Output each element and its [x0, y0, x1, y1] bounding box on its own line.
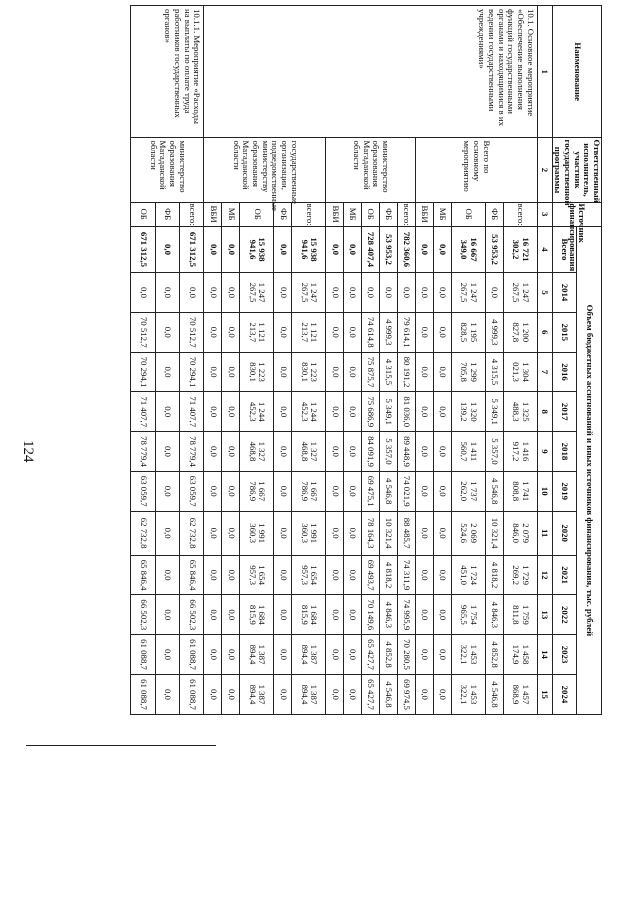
- value-cell: 1 244 452,3: [292, 392, 326, 432]
- value-cell: 0,0: [274, 471, 292, 511]
- source-cell: МБ: [433, 202, 451, 226]
- source-cell: ОБ: [362, 202, 380, 226]
- source-cell: ОБ: [451, 202, 485, 226]
- value-cell: 4 315,5: [379, 352, 397, 392]
- column-number: 7: [537, 352, 552, 392]
- value-cell: 4 546,8: [485, 674, 503, 714]
- total-cell: 15 938 941,6: [240, 226, 274, 272]
- value-cell: 74 995,9: [397, 595, 415, 635]
- value-cell: 1 737 262,0: [451, 471, 485, 511]
- value-cell: 0,0: [179, 273, 203, 313]
- total-cell: 671 312,5: [130, 226, 155, 272]
- value-cell: 0,0: [326, 555, 344, 595]
- value-cell: 4 818,2: [379, 555, 397, 595]
- value-cell: 0,0: [204, 273, 222, 313]
- value-cell: 0,0: [344, 555, 362, 595]
- value-cell: 62 732,8: [130, 511, 155, 555]
- value-cell: 1 244 452,3: [240, 392, 274, 432]
- column-number: 14: [537, 635, 552, 675]
- value-cell: 0,0: [274, 352, 292, 392]
- executor-cell: государственные организации, подведомственные министерству образования Магаданской области: [204, 138, 326, 202]
- value-cell: 5 349,1: [379, 392, 397, 432]
- value-cell: 1 223 830,1: [240, 352, 274, 392]
- table-row: [503, 6, 537, 715]
- value-cell: 80 191,2: [397, 352, 415, 392]
- value-cell: 0,0: [155, 312, 179, 352]
- value-cell: 1 247 267,5: [240, 273, 274, 313]
- value-cell: 1 247 267,5: [503, 273, 537, 313]
- value-cell: 4 818,2: [485, 555, 503, 595]
- value-cell: 0,0: [433, 471, 451, 511]
- value-cell: 4 846,3: [485, 595, 503, 635]
- value-cell: 0,0: [222, 471, 240, 511]
- value-cell: 0,0: [155, 555, 179, 595]
- value-cell: 70 149,6: [362, 595, 380, 635]
- source-cell: МБ: [222, 202, 240, 226]
- value-cell: 0,0: [326, 432, 344, 472]
- source-cell: ФБ: [485, 202, 503, 226]
- value-cell: 0,0: [433, 392, 451, 432]
- value-cell: 0,0: [344, 674, 362, 714]
- value-cell: 0,0: [415, 511, 433, 555]
- value-cell: 70 512,7: [179, 312, 203, 352]
- value-cell: 71 407,7: [179, 392, 203, 432]
- value-cell: 84 091,9: [362, 432, 380, 472]
- source-cell: ВБИ: [204, 202, 222, 226]
- value-cell: 65 427,7: [362, 674, 380, 714]
- value-cell: 61 088,7: [179, 674, 203, 714]
- executor-cell: министерство образования Магаданской области: [326, 138, 415, 202]
- total-cell: 671 312,5: [179, 226, 203, 272]
- executor-cell: Всего по основному мероприятию: [415, 138, 537, 202]
- value-cell: 4 846,3: [379, 595, 397, 635]
- column-number: 11: [537, 511, 552, 555]
- value-cell: 66 502,3: [179, 595, 203, 635]
- value-cell: 0,0: [326, 312, 344, 352]
- value-cell: 1 327 468,8: [292, 432, 326, 472]
- value-cell: 0,0: [344, 273, 362, 313]
- value-cell: 66 502,3: [130, 595, 155, 635]
- source-cell: всего:: [503, 202, 537, 226]
- value-cell: 0,0: [415, 352, 433, 392]
- value-cell: 74 311,9: [397, 555, 415, 595]
- value-cell: 0,0: [415, 273, 433, 313]
- total-cell: 728 407,4: [362, 226, 380, 272]
- value-cell: 65 427,7: [362, 635, 380, 675]
- value-cell: 0,0: [326, 392, 344, 432]
- source-cell: ФБ: [379, 202, 397, 226]
- value-cell: 1 741 808,8: [503, 471, 537, 511]
- value-cell: 5 349,1: [485, 392, 503, 432]
- value-cell: 1 453 322,1: [451, 674, 485, 714]
- value-cell: 5 357,0: [379, 432, 397, 472]
- value-cell: 78 779,4: [179, 432, 203, 472]
- value-cell: 69 475,1: [362, 471, 380, 511]
- source-cell: ОБ: [130, 202, 155, 226]
- value-cell: 0,0: [344, 471, 362, 511]
- value-cell: 70 280,5: [397, 635, 415, 675]
- column-number: 13: [537, 595, 552, 635]
- column-number: 10: [537, 471, 552, 511]
- value-cell: 0,0: [274, 432, 292, 472]
- page-number: 124: [20, 440, 36, 463]
- value-cell: 1 387 894,4: [240, 635, 274, 675]
- value-cell: 0,0: [155, 432, 179, 472]
- value-cell: 0,0: [222, 392, 240, 432]
- column-number: 12: [537, 555, 552, 595]
- value-cell: 0,0: [274, 555, 292, 595]
- total-cell: 0,0: [433, 226, 451, 272]
- value-cell: 0,0: [274, 635, 292, 675]
- value-cell: 1 195 828,5: [451, 312, 485, 352]
- value-cell: 0,0: [204, 635, 222, 675]
- value-cell: 1 654 957,3: [240, 555, 274, 595]
- header-year: 2024: [552, 674, 577, 714]
- source-cell: всего:: [397, 202, 415, 226]
- value-cell: 4 852,8: [379, 635, 397, 675]
- value-cell: 0,0: [222, 432, 240, 472]
- value-cell: 1 121 213,7: [292, 312, 326, 352]
- header-year: 2021: [552, 555, 577, 595]
- header-year: 2019: [552, 471, 577, 511]
- total-cell: 0,0: [326, 226, 344, 272]
- header-volume-caption: Объем бюджетных ассигнований и иных источников финансирования, тыс. рублей: [577, 226, 602, 714]
- value-cell: 1 304 021,3: [503, 352, 537, 392]
- column-number: 3: [537, 202, 552, 226]
- value-cell: 4 315,5: [485, 352, 503, 392]
- value-cell: 74 614,8: [362, 312, 380, 352]
- value-cell: 4 999,3: [485, 312, 503, 352]
- value-cell: 0,0: [326, 595, 344, 635]
- total-cell: 0,0: [204, 226, 222, 272]
- column-number: 8: [537, 392, 552, 432]
- value-cell: 1 387 894,4: [292, 635, 326, 675]
- value-cell: 88 485,7: [397, 511, 415, 555]
- value-cell: 61 088,7: [130, 635, 155, 675]
- value-cell: 70 512,7: [130, 312, 155, 352]
- value-cell: 1 991 360,3: [292, 511, 326, 555]
- value-cell: 74 021,9: [397, 471, 415, 511]
- total-cell: 16 721 302,2: [503, 226, 537, 272]
- total-cell: 0,0: [344, 226, 362, 272]
- source-cell: всего:: [179, 202, 203, 226]
- value-cell: 0,0: [344, 312, 362, 352]
- rotated-table-wrapper: [138, 5, 602, 715]
- value-cell: 0,0: [204, 471, 222, 511]
- value-cell: 10 321,4: [485, 511, 503, 555]
- value-cell: 63 059,7: [179, 471, 203, 511]
- value-cell: 0,0: [344, 595, 362, 635]
- value-cell: 70 294,1: [130, 352, 155, 392]
- value-cell: 0,0: [415, 595, 433, 635]
- value-cell: 0,0: [155, 595, 179, 635]
- value-cell: 1 223 830,1: [292, 352, 326, 392]
- value-cell: 1 759 811,8: [503, 595, 537, 635]
- value-cell: 1 457 868,9: [503, 674, 537, 714]
- value-cell: 69 974,5: [397, 674, 415, 714]
- value-cell: 1 458 174,9: [503, 635, 537, 675]
- value-cell: 0,0: [155, 635, 179, 675]
- value-cell: 0,0: [204, 312, 222, 352]
- value-cell: 2 079 846,0: [503, 511, 537, 555]
- value-cell: 0,0: [485, 273, 503, 313]
- value-cell: 0,0: [415, 312, 433, 352]
- value-cell: 1 729 269,2: [503, 555, 537, 595]
- value-cell: 81 036,0: [397, 392, 415, 432]
- value-cell: 4 999,3: [379, 312, 397, 352]
- value-cell: 63 059,7: [130, 471, 155, 511]
- value-cell: 0,0: [326, 273, 344, 313]
- activity-name: 10.1.1. Мероприятие «Расходы на выплаты по оплате труда работников государственных органов»: [130, 6, 203, 138]
- value-cell: 75 686,9: [362, 392, 380, 432]
- value-cell: 0,0: [274, 273, 292, 313]
- header-year: 2017: [552, 392, 577, 432]
- value-cell: 0,0: [415, 432, 433, 472]
- value-cell: 5 357,0: [485, 432, 503, 472]
- source-cell: ФБ: [155, 202, 179, 226]
- value-cell: 0,0: [222, 595, 240, 635]
- value-cell: 1 327 468,8: [240, 432, 274, 472]
- value-cell: 0,0: [155, 674, 179, 714]
- column-number: 1: [537, 6, 552, 138]
- value-cell: 4 546,8: [485, 471, 503, 511]
- value-cell: 1 387 894,4: [292, 674, 326, 714]
- header-year: 2020: [552, 511, 577, 555]
- value-cell: 0,0: [415, 674, 433, 714]
- header-year: 2016: [552, 352, 577, 392]
- value-cell: 1 754 965,5: [451, 595, 485, 635]
- value-cell: 4 546,8: [379, 471, 397, 511]
- value-cell: 10 321,4: [379, 511, 397, 555]
- header-year: 2018: [552, 432, 577, 472]
- value-cell: 0,0: [204, 674, 222, 714]
- value-cell: 0,0: [204, 392, 222, 432]
- value-cell: 0,0: [204, 595, 222, 635]
- column-number: 15: [537, 674, 552, 714]
- value-cell: 1 247 267,5: [451, 273, 485, 313]
- total-cell: 0,0: [222, 226, 240, 272]
- value-cell: 0,0: [397, 273, 415, 313]
- value-cell: 0,0: [274, 674, 292, 714]
- value-cell: 0,0: [130, 273, 155, 313]
- value-cell: 0,0: [379, 273, 397, 313]
- footnote-divider: [26, 745, 216, 746]
- value-cell: 1 299 705,8: [451, 352, 485, 392]
- value-cell: 75 875,7: [362, 352, 380, 392]
- value-cell: 0,0: [155, 273, 179, 313]
- value-cell: 0,0: [344, 432, 362, 472]
- value-cell: 0,0: [222, 352, 240, 392]
- column-number: 6: [537, 312, 552, 352]
- value-cell: 0,0: [433, 595, 451, 635]
- total-cell: 0,0: [415, 226, 433, 272]
- value-cell: 0,0: [274, 511, 292, 555]
- column-number: 2: [537, 138, 552, 202]
- value-cell: 65 846,4: [179, 555, 203, 595]
- value-cell: 65 846,4: [130, 555, 155, 595]
- value-cell: 0,0: [155, 352, 179, 392]
- value-cell: 0,0: [344, 392, 362, 432]
- value-cell: 1 654 957,3: [292, 555, 326, 595]
- column-number: 4: [537, 226, 552, 272]
- value-cell: 61 088,7: [179, 635, 203, 675]
- value-cell: 0,0: [222, 312, 240, 352]
- header-year: 2023: [552, 635, 577, 675]
- table-row: [179, 6, 203, 715]
- value-cell: 1 684 815,9: [292, 595, 326, 635]
- value-cell: 1 325 488,3: [503, 392, 537, 432]
- value-cell: 0,0: [274, 312, 292, 352]
- value-cell: 1 453 322,1: [451, 635, 485, 675]
- value-cell: 0,0: [326, 635, 344, 675]
- value-cell: 0,0: [326, 352, 344, 392]
- value-cell: 1 724 451,0: [451, 555, 485, 595]
- source-cell: ВБИ: [326, 202, 344, 226]
- value-cell: 0,0: [433, 273, 451, 313]
- value-cell: 0,0: [415, 471, 433, 511]
- value-cell: 1 667 786,9: [292, 471, 326, 511]
- value-cell: 78 164,3: [362, 511, 380, 555]
- value-cell: 4 852,8: [485, 635, 503, 675]
- value-cell: 0,0: [155, 511, 179, 555]
- value-cell: 4 546,8: [379, 674, 397, 714]
- value-cell: 1 320 139,2: [451, 392, 485, 432]
- source-cell: МБ: [344, 202, 362, 226]
- total-cell: 0,0: [274, 226, 292, 272]
- value-cell: 0,0: [415, 392, 433, 432]
- column-number: 9: [537, 432, 552, 472]
- value-cell: 0,0: [222, 555, 240, 595]
- value-cell: 2 069 524,6: [451, 511, 485, 555]
- header-executor: Ответственный исполнитель, участник государственной программы: [553, 139, 602, 206]
- value-cell: 0,0: [274, 392, 292, 432]
- header-year: 2015: [552, 312, 577, 352]
- value-cell: 0,0: [204, 511, 222, 555]
- total-cell: 782 360,6: [397, 226, 415, 272]
- value-cell: 0,0: [222, 511, 240, 555]
- value-cell: 1 991 360,3: [240, 511, 274, 555]
- value-cell: 0,0: [344, 511, 362, 555]
- header-name: Наименование: [552, 6, 601, 138]
- source-cell: ВБИ: [415, 202, 433, 226]
- value-cell: 0,0: [415, 555, 433, 595]
- financing-table: [130, 5, 602, 715]
- source-cell: всего:: [292, 202, 326, 226]
- value-cell: 1 411 560,7: [451, 432, 485, 472]
- value-cell: 0,0: [433, 312, 451, 352]
- value-cell: 0,0: [204, 432, 222, 472]
- value-cell: 0,0: [326, 674, 344, 714]
- value-cell: 0,0: [222, 273, 240, 313]
- value-cell: 0,0: [274, 595, 292, 635]
- value-cell: 78 779,4: [130, 432, 155, 472]
- value-cell: 0,0: [415, 635, 433, 675]
- value-cell: 1 416 917,2: [503, 432, 537, 472]
- value-cell: 1 684 815,9: [240, 595, 274, 635]
- value-cell: 1 200 827,8: [503, 312, 537, 352]
- total-cell: 53 953,2: [485, 226, 503, 272]
- executor-cell: министерство образования Магаданской области: [130, 138, 203, 202]
- value-cell: 61 088,7: [130, 674, 155, 714]
- source-cell: ФБ: [274, 202, 292, 226]
- value-cell: 0,0: [362, 273, 380, 313]
- value-cell: 0,0: [155, 392, 179, 432]
- activity-name: 10.1. Основное мероприятие «Обеспечение выполнения функций государственными органами и находящимися в их ведении государственными учреждениями»: [204, 6, 537, 138]
- value-cell: 0,0: [433, 352, 451, 392]
- value-cell: 0,0: [222, 635, 240, 675]
- value-cell: 0,0: [344, 352, 362, 392]
- value-cell: 70 294,1: [179, 352, 203, 392]
- value-cell: 0,0: [433, 674, 451, 714]
- value-cell: 69 493,7: [362, 555, 380, 595]
- value-cell: 0,0: [433, 511, 451, 555]
- value-cell: 0,0: [433, 555, 451, 595]
- value-cell: 0,0: [326, 511, 344, 555]
- value-cell: 0,0: [204, 352, 222, 392]
- value-cell: 71 407,7: [130, 392, 155, 432]
- value-cell: 79 614,1: [397, 312, 415, 352]
- value-cell: 0,0: [326, 471, 344, 511]
- value-cell: 1 121 213,7: [240, 312, 274, 352]
- value-cell: 0,0: [204, 555, 222, 595]
- value-cell: 89 448,9: [397, 432, 415, 472]
- value-cell: 0,0: [433, 432, 451, 472]
- column-number: 5: [537, 273, 552, 313]
- total-cell: 53 953,2: [379, 226, 397, 272]
- value-cell: 0,0: [222, 674, 240, 714]
- header-total: Всего: [552, 226, 577, 272]
- total-cell: 16 667 349,0: [451, 226, 485, 272]
- header-source: Источник финансирования: [552, 202, 601, 226]
- source-cell: ОБ: [240, 202, 274, 226]
- total-cell: 0,0: [155, 226, 179, 272]
- value-cell: 0,0: [433, 635, 451, 675]
- value-cell: 1 387 894,4: [240, 674, 274, 714]
- header-year: 2014: [552, 273, 577, 313]
- value-cell: 0,0: [155, 471, 179, 511]
- total-cell: 15 938 941,6: [292, 226, 326, 272]
- value-cell: 1 667 786,9: [240, 471, 274, 511]
- header-year: 2022: [552, 595, 577, 635]
- value-cell: 0,0: [344, 635, 362, 675]
- value-cell: 1 247 267,5: [292, 273, 326, 313]
- value-cell: 62 732,8: [179, 511, 203, 555]
